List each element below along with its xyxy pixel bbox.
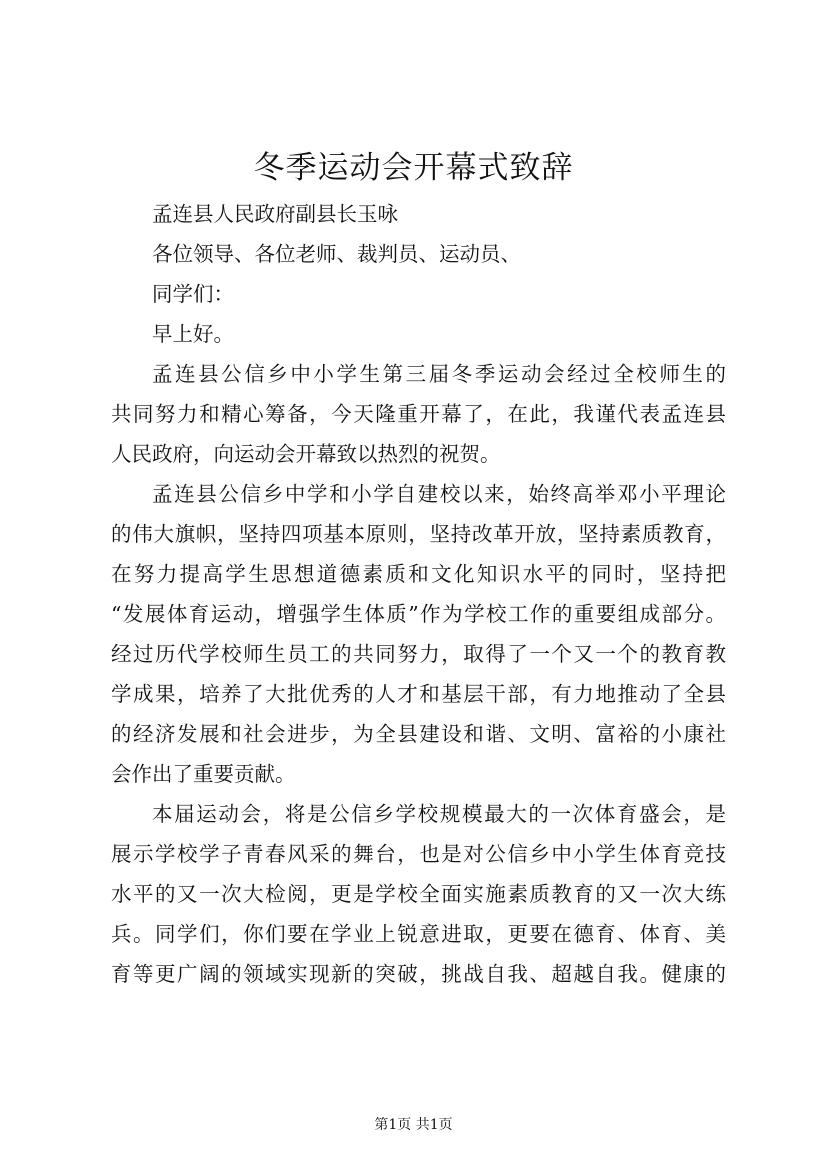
- body-line: 孟连县人民政府副县长玉咏: [152, 202, 398, 226]
- body-line: 经过历代学校师生员工的共同努力，取得了一个又一个的教育教: [111, 642, 726, 666]
- body-line: 本届运动会，将是公信乡学校规模最大的一次体育盛会，是: [152, 802, 726, 826]
- body-line: 学成果，培养了大批优秀的人才和基层干部，有力地推动了全县: [111, 682, 726, 706]
- body-line: 育等更广阔的领域实现新的突破，挑战自我、超越自我。健康的: [111, 962, 726, 986]
- body-line: 孟连县公信乡中学和小学自建校以来，始终高举邓小平理论: [152, 482, 726, 506]
- body-line: 的经济发展和社会进步，为全县建设和谐、文明、富裕的小康社: [111, 722, 726, 746]
- body-line: 水平的又一次大检阅，更是学校全面实施素质教育的又一次大练: [111, 882, 726, 906]
- body-line: 孟连县公信乡中小学生第三届冬季运动会经过全校师生的: [152, 362, 726, 386]
- body-line: 共同努力和精心筹备，今天隆重开幕了，在此，我谨代表孟连县: [111, 402, 726, 426]
- body-line: 的伟大旗帜，坚持四项基本原则，坚持改革开放，坚持素质教育，: [111, 522, 726, 546]
- body-line: 展示学校学子青春风采的舞台，也是对公信乡中小学生体育竞技: [111, 842, 726, 866]
- body-line: 人民政府，向运动会开幕致以热烈的祝贺。: [111, 442, 501, 466]
- body-line: 在努力提高学生思想道德素质和文化知识水平的同时，坚持把: [111, 562, 726, 586]
- body-line: 早上好。: [152, 322, 234, 346]
- document-title: 冬季运动会开幕式致辞: [253, 150, 574, 186]
- page-footer: 第1页 共1页: [374, 1117, 453, 1133]
- body-line: 各位领导、各位老师、裁判员、运动员、: [152, 242, 521, 266]
- body-line: 同学们：: [152, 282, 234, 306]
- document-body: [111, 194, 726, 994]
- body-line: 兵。同学们，你们要在学业上锐意进取，更要在德育、体育、美: [111, 922, 726, 946]
- body-line: 会作出了重要贡献。: [111, 762, 296, 786]
- body-line: “发展体育运动，增强学生体质”作为学校工作的重要组成部分。: [111, 602, 726, 626]
